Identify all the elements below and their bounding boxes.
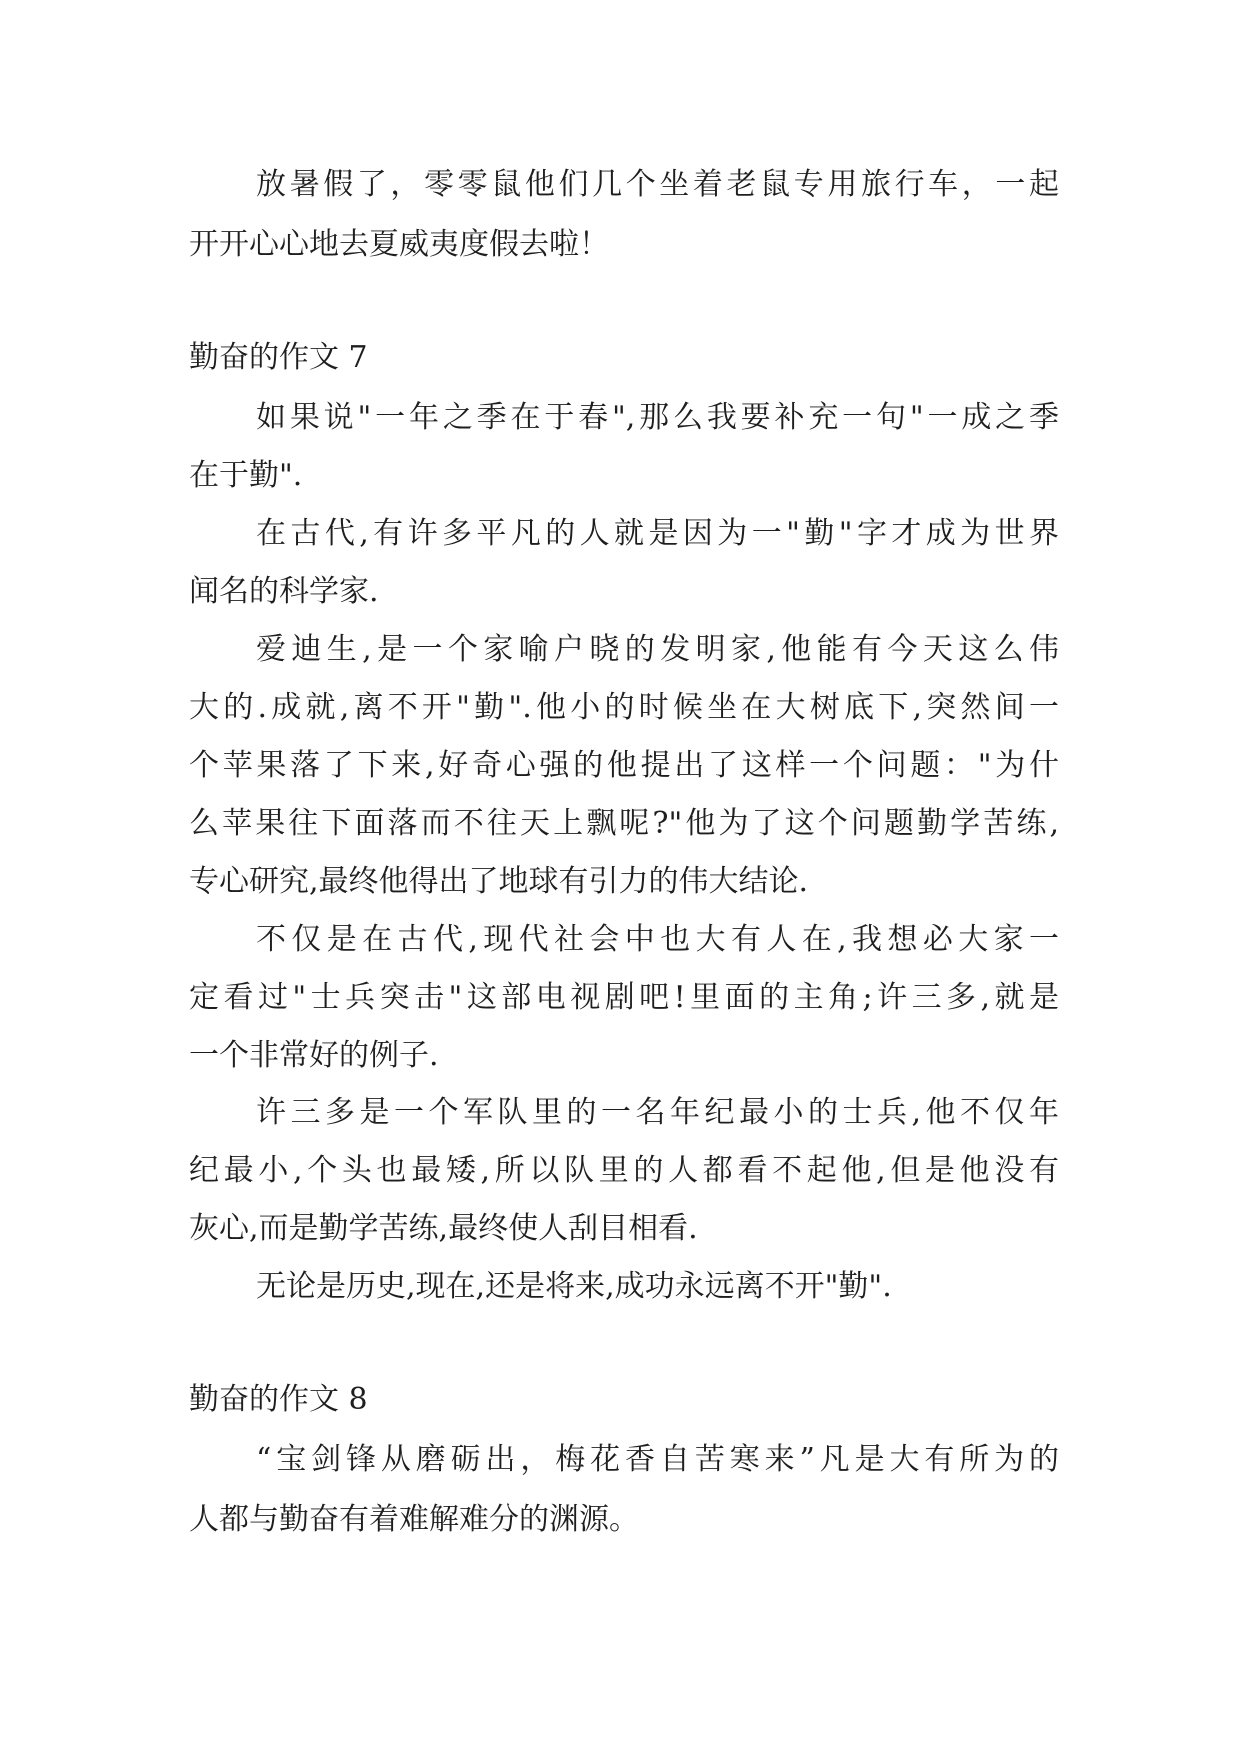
text-line: 无论是历史,现在,还是将来,成功永远离不开"勤". [256, 1269, 892, 1304]
text-line: 如果说"一年之季在于春",那么我要补充一句"一成之季 [256, 400, 1059, 435]
text-line: “宝剑锋从磨砺出，梅花香自苦寒来”凡是大有所为的 [256, 1442, 1059, 1477]
text-line: 大的.成就,离不开"勤".他小的时候坐在大树底下,突然间一 [189, 690, 1059, 725]
text-line: 在于勤". [189, 458, 303, 493]
text-line: 在古代,有许多平凡的人就是因为一"勤"字才成为世界 [256, 516, 1059, 551]
text-line: 一个非常好的例子. [189, 1038, 439, 1073]
text-line: 个苹果落了下来,好奇心强的他提出了这样一个问题："为什 [189, 748, 1059, 783]
text-line: 人都与勤奋有着难解难分的渊源。 [189, 1502, 639, 1537]
text-line: 定看过"士兵突击"这部电视剧吧!里面的主角;许三多,就是 [189, 980, 1059, 1015]
text-line: 纪最小,个头也最矮,所以队里的人都看不起他,但是他没有 [189, 1153, 1059, 1188]
text-line: 闻名的科学家. [189, 574, 379, 609]
text-line: 灰心,而是勤学苦练,最终使人刮目相看. [189, 1211, 698, 1246]
text-line: 开开心心地去夏威夷度假去啦！ [189, 227, 609, 262]
text-line: 么苹果往下面落而不往天上飘呢?"他为了这个问题勤学苦练, [189, 806, 1059, 841]
text-line: 爱迪生,是一个家喻户晓的发明家,他能有今天这么伟 [256, 632, 1059, 667]
section-heading: 勤奋的作文 7 [189, 340, 368, 375]
text-line: 专心研究,最终他得出了地球有引力的伟大结论. [189, 864, 809, 899]
text-line: 许三多是一个军队里的一名年纪最小的士兵,他不仅年 [256, 1095, 1059, 1130]
section-heading: 勤奋的作文 8 [189, 1382, 368, 1417]
text-line: 放暑假了，零零鼠他们几个坐着老鼠专用旅行车，一起 [256, 167, 1059, 202]
text-line: 不仅是在古代,现代社会中也大有人在,我想必大家一 [256, 922, 1059, 957]
